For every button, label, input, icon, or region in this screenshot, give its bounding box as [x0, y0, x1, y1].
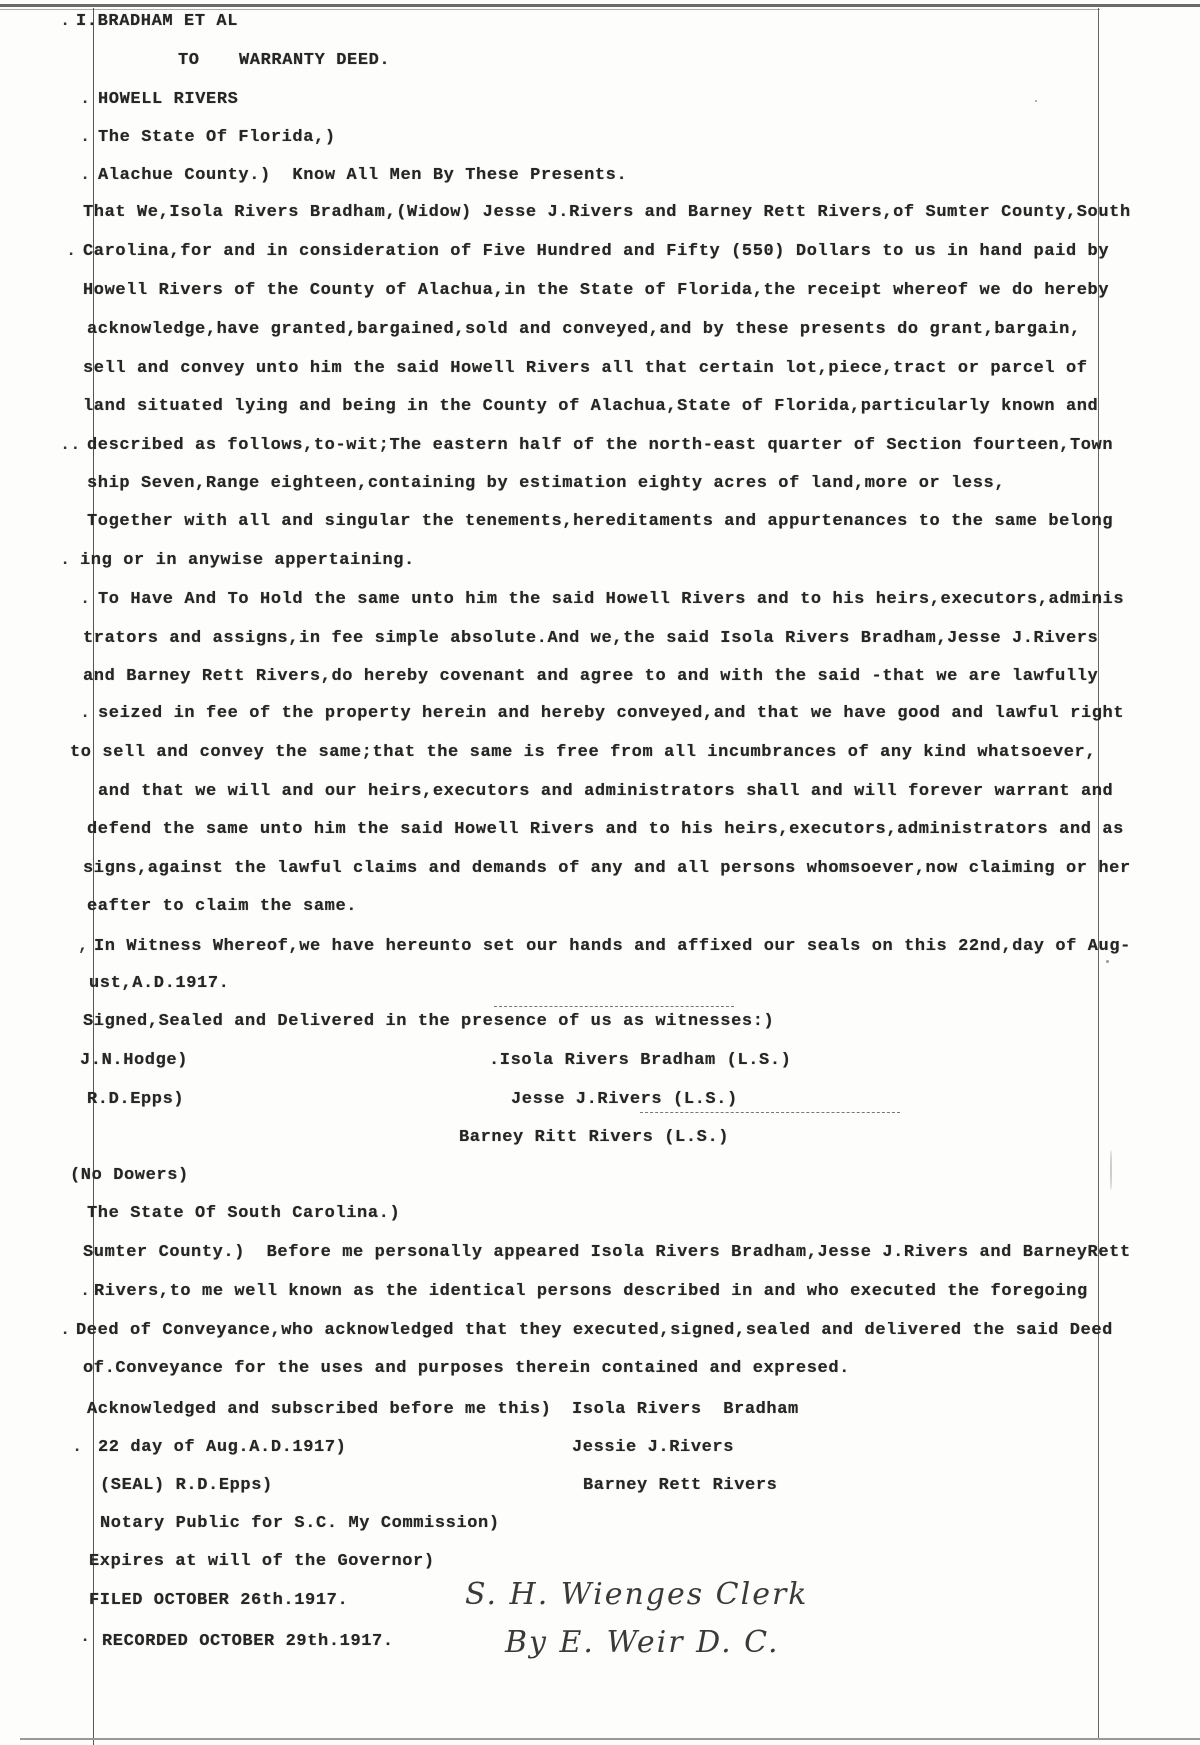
- deed-body-line: acknowledge,have granted,bargained,sold and conveyed,and by these presents do grant,bargain,: [87, 320, 1081, 339]
- recorded-date: RECORDED OCTOBER 29th.1917.: [102, 1632, 394, 1651]
- deed-body-line: Together with all and singular the tenements,hereditaments and appurtenances to the same belong: [87, 512, 1114, 531]
- margin-dot: .: [80, 166, 91, 185]
- margin-dot: .: [80, 704, 91, 723]
- deputy-clerk-signature: By E. Weir D. C.: [505, 1625, 780, 1660]
- signed-sealed-line: Signed,Sealed and Delivered in the presence of us as witnesses:): [83, 1012, 775, 1031]
- margin-dot: .: [80, 90, 91, 109]
- margin-dot: .: [60, 1321, 71, 1340]
- deed-body-line: ing or in anywise appertaining.: [80, 551, 415, 570]
- deed-body-line: Carolina,for and in consideration of Five Hundred and Fifty (550) Dollars to us in hand paid by: [83, 242, 1110, 261]
- top-border: [0, 4, 1200, 7]
- deed-body-line: and Barney Rett Rivers,do hereby covenant and agree to and with the said -that we are lawfully: [83, 667, 1099, 686]
- deed-body-line: land situated lying and being in the County of Alachua,State of Florida,particularly known and: [83, 397, 1099, 416]
- top-border-inner: [0, 9, 1100, 10]
- grantor-signature: Jesse J.Rivers (L.S.): [511, 1090, 738, 1109]
- ack-line: of.Conveyance for the uses and purposes therein contained and expresed.: [83, 1359, 850, 1378]
- bottom-border: [20, 1738, 1200, 1740]
- deed-body-line: seized in fee of the property herein and hereby conveyed,and that we have good and lawful right: [98, 704, 1125, 723]
- deed-body-line: ust,A.D.1917.: [89, 974, 230, 993]
- margin-dot: .: [80, 1628, 91, 1647]
- deed-body-line: defend the same unto him the said Howell Rivers and to his heirs,executors,administrators and as: [87, 820, 1124, 839]
- ack-line: Sumter County.) Before me personally appeared Isola Rivers Bradham,Jesse J.Rivers and BarneyRett: [83, 1243, 1131, 1262]
- margin-dot: ,: [78, 937, 89, 956]
- deed-body-line: described as follows,to-wit;The eastern half of the north-east quarter of Section fourteen,Town: [87, 436, 1114, 455]
- notary-line: Notary Public for S.C. My Commission): [100, 1514, 500, 1533]
- dashed-rule: [640, 1112, 900, 1113]
- witness-name: J.N.Hodge): [80, 1051, 189, 1070]
- margin-dot: ..: [60, 436, 81, 455]
- margin-dot: .: [60, 551, 71, 570]
- grantor-signature: Barney Ritt Rivers (L.S.): [459, 1128, 730, 1147]
- ack-signer: Isola Rivers Bradham: [572, 1400, 799, 1419]
- deed-body-line: to sell and convey the same;that the same is free from all incumbrances of any kind whatsoever,: [70, 743, 1097, 762]
- deed-body-line: and that we will and our heirs,executors and administrators shall and will forever warrant and: [98, 782, 1114, 801]
- filed-date: FILED OCTOBER 26th.1917.: [89, 1591, 349, 1610]
- ack-line: Rivers,to me well known as the identical persons described in and who executed the foregoing: [94, 1282, 1088, 1301]
- dashed-rule: [494, 1006, 734, 1007]
- margin-dot: .: [80, 1282, 91, 1301]
- no-dowers-note: (No Dowers): [70, 1166, 189, 1185]
- deed-type-title: WARRANTY DEED.: [239, 51, 391, 70]
- deed-body-line: In Witness Whereof,we have hereunto set our hands and affixed our seals on this 22nd,day of Aug-: [94, 937, 1131, 956]
- deed-body-line: That We,Isola Rivers Bradham,(Widow) Jesse J.Rivers and Barney Rett Rivers,of Sumter County,South: [83, 203, 1131, 222]
- grantor-signature: .Isola Rivers Bradham (L.S.): [489, 1051, 792, 1070]
- deed-body-line: ship Seven,Range eighteen,containing by estimation eighty acres of land,more or less,: [87, 474, 1006, 493]
- margin-dot: .: [72, 1438, 83, 1457]
- ack-state: The State Of South Carolina.): [87, 1204, 401, 1223]
- venue-county: Alachue County.) Know All Men By These Presents.: [98, 166, 628, 185]
- ack-signer: Jessie J.Rivers: [572, 1438, 735, 1457]
- ack-line: Deed of Conveyance,who acknowledged that they executed,signed,sealed and delivered the said Deed: [76, 1321, 1113, 1340]
- paper-speck: [1035, 100, 1037, 102]
- margin-dot: .: [80, 128, 91, 147]
- paper-speck: [1106, 960, 1109, 963]
- venue-state: The State Of Florida,): [98, 128, 336, 147]
- grantee-heading: HOWELL RIVERS: [98, 90, 239, 109]
- grantor-heading: I.BRADHAM ET AL: [76, 12, 239, 31]
- deed-body-line: eafter to claim the same.: [87, 897, 358, 916]
- deed-body-line: Howell Rivers of the County of Alachua,in the State of Florida,the receipt whereof we do hereby: [83, 281, 1110, 300]
- margin-dot: .: [66, 242, 77, 261]
- notary-line: Acknowledged and subscribed before me this): [87, 1400, 552, 1419]
- ack-signer: Barney Rett Rivers: [583, 1476, 778, 1495]
- deed-body-line: To Have And To Hold the same unto him the said Howell Rivers and to his heirs,executors,adminis: [98, 590, 1125, 609]
- margin-dot: .: [80, 590, 91, 609]
- deed-body-line: signs,against the lawful claims and demands of any and all persons whomsoever,now claiming or her: [83, 859, 1131, 878]
- paper-speck: [1110, 1150, 1112, 1190]
- witness-name: R.D.Epps): [87, 1090, 185, 1109]
- notary-line: 22 day of Aug.A.D.1917): [98, 1438, 347, 1457]
- notary-line: Expires at will of the Governor): [89, 1552, 435, 1571]
- notary-line: (SEAL) R.D.Epps): [100, 1476, 273, 1495]
- clerk-signature: S. H. Wienges Clerk: [465, 1577, 809, 1612]
- deed-body-line: trators and assigns,in fee simple absolute.And we,the said Isola Rivers Bradham,Jesse J.Rivers: [83, 629, 1099, 648]
- margin-dot: .: [60, 12, 71, 31]
- to-label: TO: [178, 51, 200, 70]
- deed-body-line: sell and convey unto him the said Howell Rivers all that certain lot,piece,tract or parcel of: [83, 359, 1088, 378]
